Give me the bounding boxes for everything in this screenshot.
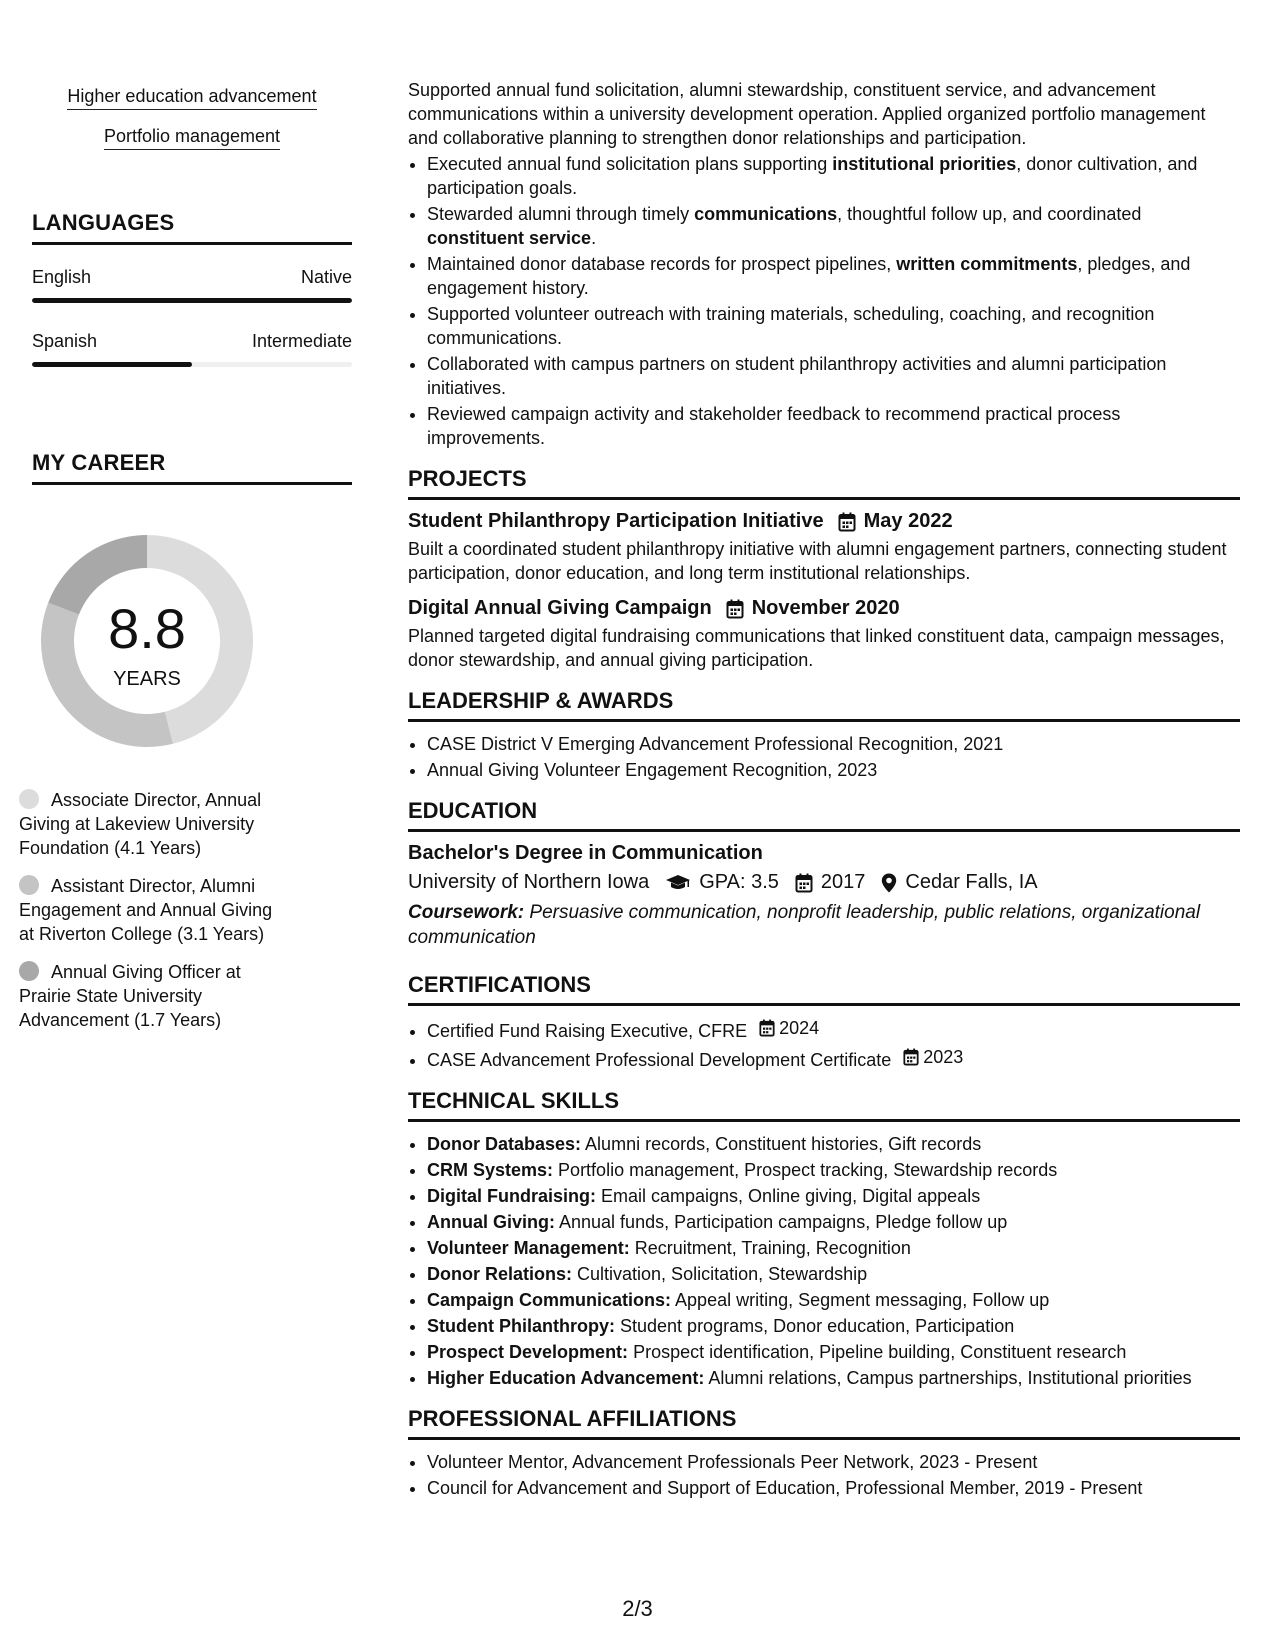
affiliation-item: • Council for Advancement and Support of Education, Professional Member, 2019 - Present	[427, 1476, 1240, 1500]
language-bar	[32, 298, 352, 303]
career-section	[32, 450, 352, 485]
gpa: GPA: 3.5	[699, 871, 779, 893]
bullet-item: • Supported volunteer outreach with training materials, scheduling, coaching, and recognition communications.	[427, 302, 1240, 350]
skill-values: Portfolio management, Prospect tracking, Stewardship records	[553, 1160, 1058, 1180]
career-title: MY CAREER	[32, 450, 352, 485]
skill-values: Alumni records, Constituent histories, Gift records	[581, 1134, 982, 1154]
skill-category: Annual Giving:	[427, 1212, 555, 1232]
languages-title: LANGUAGES	[32, 210, 352, 245]
calendar-icon	[759, 1019, 775, 1037]
skill-category: CRM Systems:	[427, 1160, 554, 1180]
coursework-text: Persuasive communication, nonprofit leadership, public relations, organizational communication	[408, 902, 1201, 948]
career-legend-item	[19, 874, 289, 946]
skill-values: Alumni relations, Campus partnerships, Institutional priorities	[704, 1368, 1192, 1388]
project-title: Digital Annual Giving Campaign	[408, 597, 712, 619]
skill-item	[427, 1340, 1240, 1364]
bullet-item: • Collaborated with campus partners on student philanthropy activities and alumni participation initiatives.	[427, 352, 1240, 400]
skill-values: Cultivation, Solicitation, Stewardship	[572, 1264, 868, 1284]
skill-item	[427, 1288, 1240, 1312]
skill-item	[427, 1132, 1240, 1156]
skill-category: Donor Relations:	[427, 1264, 573, 1284]
language-level: Native	[300, 267, 352, 287]
language-item	[32, 331, 352, 367]
skill-values: Annual funds, Participation campaigns, Pledge follow up	[555, 1212, 1008, 1232]
experience-bullets	[408, 152, 1240, 450]
bullet-bold: constituent service	[427, 228, 592, 248]
skill-category: Higher Education Advancement:	[427, 1368, 705, 1388]
main-content	[408, 78, 1240, 1502]
skill-tag: Portfolio management	[104, 126, 280, 150]
awards-list	[408, 732, 1240, 782]
skill-category: Prospect Development:	[427, 1342, 629, 1362]
skill-tags	[32, 86, 352, 166]
certification-year: 2024	[779, 1018, 820, 1038]
bullet-item	[427, 202, 1240, 250]
project-description: Planned targeted digital fundraising communications that linked constituent data, campaign messages, donor stewardship, and annual giving participation.	[408, 626, 1225, 670]
skill-values: Email campaigns, Online giving, Digital appeals	[596, 1186, 981, 1206]
degree-title: Bachelor's Degree in Communication	[408, 842, 763, 864]
award-item: • CASE District V Emerging Advancement Professional Recognition, 2021	[427, 732, 1240, 756]
bullet-text: , pledges, and engagement history.	[427, 254, 1191, 298]
project-date: May 2022	[863, 510, 953, 532]
bullet-item: • Reviewed campaign activity and stakeholder feedback to recommend practical process improvements.	[427, 402, 1240, 450]
skill-values: Appeal writing, Segment messaging, Follow up	[671, 1290, 1050, 1310]
career-years-unit: YEARS	[113, 668, 181, 690]
career-legend-item	[19, 960, 289, 1032]
career-role: Annual Giving Officer at Prairie State University Advancement (1.7 Years)	[19, 962, 241, 1030]
certifications-list	[408, 1016, 1240, 1072]
certification-name: CASE Advancement Professional Development Certificate	[427, 1050, 892, 1070]
school-name: University of Northern Iowa	[408, 871, 650, 893]
skill-values: Recruitment, Training, Recognition	[629, 1238, 911, 1258]
graduation-cap-icon	[665, 874, 691, 892]
coursework-label: Coursework:	[408, 902, 525, 923]
bullet-text: Executed annual fund solicitation plans supporting	[427, 154, 833, 174]
career-role: Assistant Director, Alumni Engagement and Annual Giving at Riverton College (3.1 Years)	[19, 876, 273, 944]
skill-item	[427, 1262, 1240, 1286]
legend-dot	[19, 961, 39, 981]
bullet-bold: communications	[694, 204, 838, 224]
bullet-text: .	[591, 228, 597, 248]
project-item	[408, 597, 1240, 672]
calendar-icon	[726, 599, 744, 619]
legend-dot	[19, 789, 39, 809]
bullet-text: Maintained donor database records for prospect pipelines,	[427, 254, 897, 274]
projects-title: PROJECTS	[408, 466, 1240, 500]
skill-category: Student Philanthropy:	[427, 1316, 615, 1336]
skill-values: Student programs, Donor education, Participation	[615, 1316, 1015, 1336]
career-legend-item	[19, 788, 289, 860]
career-role: Associate Director, Annual Giving at Lakeview University Foundation (4.1 Years)	[19, 790, 262, 858]
calendar-icon	[903, 1048, 919, 1066]
skill-category: Volunteer Management:	[427, 1238, 630, 1258]
calendar-icon	[795, 873, 813, 893]
school-location: Cedar Falls, IA	[905, 871, 1038, 893]
affiliations-title: PROFESSIONAL AFFILIATIONS	[408, 1406, 1240, 1440]
skills-title: TECHNICAL SKILLS	[408, 1088, 1240, 1122]
project-item	[408, 510, 1240, 585]
affiliation-item: • Volunteer Mentor, Advancement Professionals Peer Network, 2023 - Present	[427, 1450, 1240, 1474]
certification-year: 2023	[923, 1047, 964, 1067]
page-number: 2/3	[622, 1596, 653, 1621]
bullet-text: , donor cultivation, and participation goals.	[427, 154, 1198, 198]
skill-item	[427, 1158, 1240, 1182]
language-bar	[32, 362, 352, 367]
language-item	[32, 267, 352, 303]
language-level: Intermediate	[251, 331, 352, 351]
project-title: Student Philanthropy Participation Initiative	[408, 510, 824, 532]
certification-name: Certified Fund Raising Executive, CFRE	[427, 1021, 748, 1041]
skill-item	[427, 1210, 1240, 1234]
skill-category: Donor Databases:	[427, 1134, 582, 1154]
skill-values: Prospect identification, Pipeline building, Constituent research	[628, 1342, 1127, 1362]
bullet-text: , thoughtful follow up, and coordinated	[837, 204, 1142, 224]
skill-category: Campaign Communications:	[427, 1290, 672, 1310]
language-bar-fill	[32, 298, 352, 303]
calendar-icon	[838, 512, 856, 532]
skills-list	[408, 1132, 1240, 1390]
certifications-title: CERTIFICATIONS	[408, 972, 1240, 1006]
bullet-item	[427, 152, 1240, 200]
awards-title: LEADERSHIP & AWARDS	[408, 688, 1240, 722]
project-date: November 2020	[751, 597, 900, 619]
experience-summary: Supported annual fund solicitation, alumni stewardship, constituent service, and advancement communications within a university development operation. Applied organized portfolio management and collaborative planning to strengthen donor relationships and participation.	[408, 80, 1206, 148]
graduation-year: 2017	[820, 871, 866, 893]
coursework	[408, 900, 1240, 950]
bullet-item	[427, 252, 1240, 300]
skill-item	[427, 1236, 1240, 1260]
skill-tag: Higher education advancement	[67, 86, 316, 110]
skill-item	[427, 1184, 1240, 1208]
bullet-bold: institutional priorities	[832, 154, 1017, 174]
language-name: English	[32, 267, 92, 287]
location-pin-icon	[881, 873, 897, 893]
languages-section	[32, 210, 352, 367]
career-legend	[19, 788, 289, 1046]
career-total-years: 8.8	[108, 597, 186, 660]
certification-item	[427, 1045, 1240, 1072]
skill-item	[427, 1366, 1240, 1390]
bullet-bold: written commitments	[896, 254, 1078, 274]
certification-item	[427, 1016, 1240, 1043]
education-item	[408, 842, 1240, 950]
skill-item	[427, 1314, 1240, 1338]
skill-category: Digital Fundraising:	[427, 1186, 596, 1206]
language-bar-fill	[32, 362, 192, 367]
award-item: • Annual Giving Volunteer Engagement Recognition, 2023	[427, 758, 1240, 782]
legend-dot	[19, 875, 39, 895]
education-title: EDUCATION	[408, 798, 1240, 832]
language-name: Spanish	[32, 331, 98, 351]
bullet-text: Stewarded alumni through timely	[427, 204, 695, 224]
affiliations-list	[408, 1450, 1240, 1500]
project-description: Built a coordinated student philanthropy initiative with alumni engagement partners, connecting student participation, donor education, and long term institutional relationships.	[408, 539, 1227, 583]
